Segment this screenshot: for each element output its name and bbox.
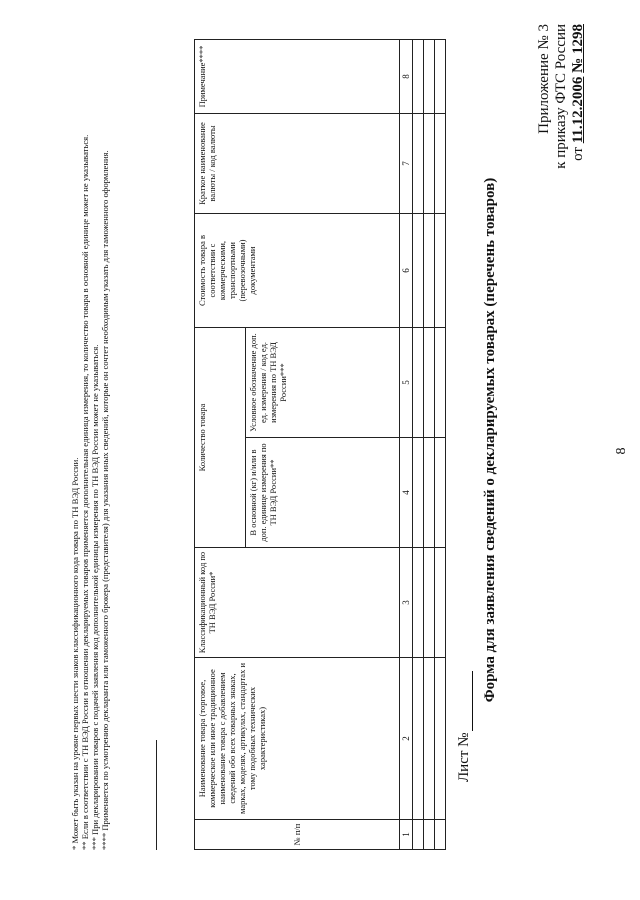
appendix-date-prefix: от (570, 143, 586, 161)
table-cell (413, 214, 424, 328)
column-number-row (400, 40, 413, 850)
header-col-8: Примечание**** (195, 40, 400, 114)
header-col-7: Краткое наименование валюты / код валюты (195, 114, 400, 214)
footnote-separator (156, 740, 157, 850)
table-cell (424, 114, 435, 214)
column-number: 5 (400, 328, 413, 438)
table-cell (435, 820, 446, 850)
appendix-header (536, 24, 587, 184)
table-cell (413, 328, 424, 438)
appendix-number: № 1298 (570, 24, 586, 73)
table-cell (424, 328, 435, 438)
table-cell (413, 40, 424, 114)
footnote-4: **** Применяется по усмотрению декларанта или таможенного брокера (представителя) для указания иных сведений, которые он сочтет необходимым указать для таможенного оформления. (100, 150, 110, 850)
sheet-number-label: Лист № (456, 732, 472, 782)
table-cell (435, 438, 446, 548)
column-number: 8 (400, 40, 413, 114)
document-title: Форма для заявления сведений о декларируемых товарах (перечень товаров) (482, 177, 498, 703)
table-cell (424, 438, 435, 548)
footnote-2: ** Если в соответствии с ТН ВЭД России в отношении декларируемых товаров применяется дополнительная единица измерения, то количество товара в основной единице может не указываться. (80, 134, 90, 850)
table-cell (413, 658, 424, 820)
header-col-1: № п/п (195, 820, 400, 850)
appendix-line-3 (570, 24, 587, 184)
appendix-date: 11.12.2006 (570, 76, 586, 144)
footnote-3: *** При декларировании товаров с подачей заявления код дополнительной единицы измерения по ТН ВЭД России может не указываться. (90, 344, 100, 850)
table-cell (424, 548, 435, 658)
appendix-line-1: Приложение № 3 (536, 24, 552, 134)
appendix-line-2: к приказу ФТС России (553, 24, 569, 169)
table-cell (424, 658, 435, 820)
column-number: 1 (400, 820, 413, 850)
table-cell (435, 658, 446, 820)
table-cell (424, 214, 435, 328)
table-cell (413, 114, 424, 214)
table-row (424, 40, 435, 850)
table-cell (435, 114, 446, 214)
table-cell (435, 328, 446, 438)
table-row (435, 40, 446, 850)
table-cell (413, 820, 424, 850)
table-cell (413, 438, 424, 548)
table-row (413, 40, 424, 850)
sheet-number-field (456, 671, 473, 782)
header-col-3: Классификационный код по ТН ВЭД России* (195, 548, 400, 658)
footnote-1: * Может быть указан на уровне первых шести знаков классификационного кода товара по ТН ВЭД России. (70, 457, 80, 850)
column-number: 7 (400, 114, 413, 214)
table-cell (435, 214, 446, 328)
table-cell (435, 548, 446, 658)
goods-list-table (194, 39, 446, 850)
table-cell (413, 548, 424, 658)
column-number: 6 (400, 214, 413, 328)
table-cell (424, 820, 435, 850)
table-cell (424, 40, 435, 114)
sheet-number-blank (458, 671, 473, 731)
table-header-row (195, 40, 246, 850)
header-col-2: Наименование товара (торговое, коммерческое или иное традиционное наименование товара с добавлением сведений обо всех товарных знаках, марках, моделях, артикулах, стандартах и тому подобных технических характеристиках) (195, 658, 400, 820)
header-col-4: В основной (кг) и/или в доп. единице измерения по ТН ВЭД России** (246, 438, 400, 548)
footnotes (70, 40, 110, 850)
column-number: 2 (400, 658, 413, 820)
page-number: 8 (614, 447, 629, 455)
header-quantity-group: Количество товара (195, 328, 246, 548)
column-number: 4 (400, 438, 413, 548)
column-number: 3 (400, 548, 413, 658)
header-col-5: Условное обозначение доп. ед. измерения / код ед. измерения по ТН ВЭД России*** (246, 328, 400, 438)
header-col-6: Стоимость товара в соответствии с коммерческими, транспортными (перевозочными) документами (195, 214, 400, 328)
table-cell (435, 40, 446, 114)
